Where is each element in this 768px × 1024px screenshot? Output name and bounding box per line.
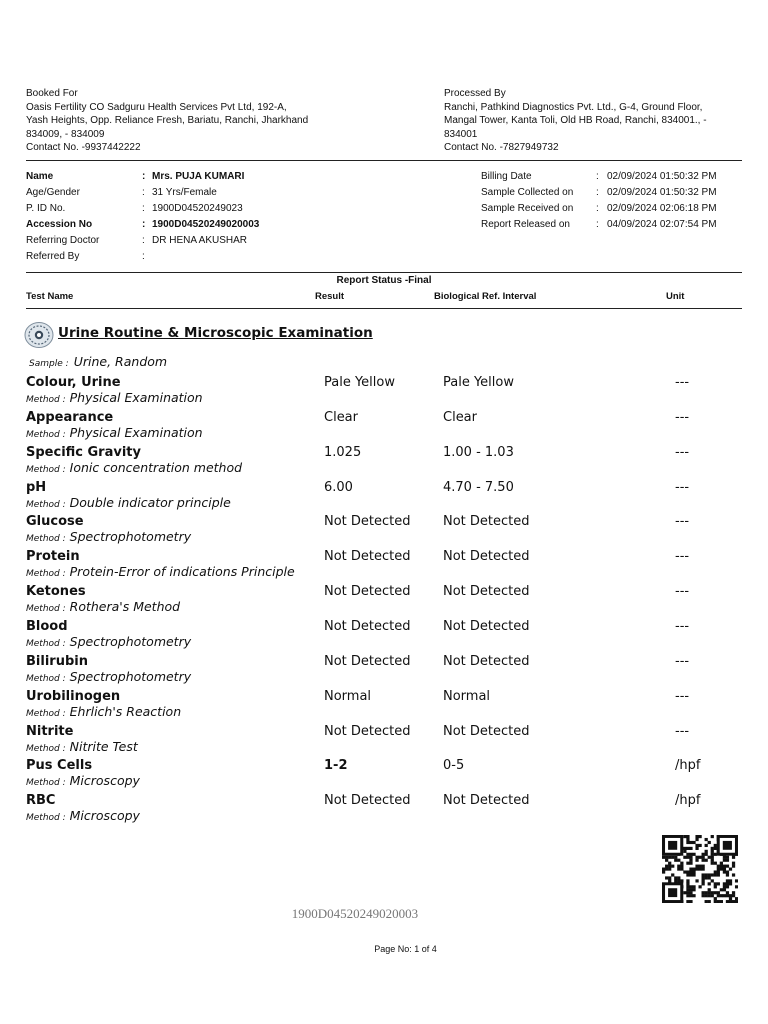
- test-unit: ---: [675, 618, 690, 634]
- test-method: [26, 529, 191, 544]
- test-unit: ---: [675, 375, 690, 390]
- table-header-divider: [26, 308, 742, 309]
- test-unit: /hpf: [675, 793, 701, 809]
- method-label: Method :: [26, 499, 66, 510]
- method-label: Method :: [26, 813, 66, 824]
- test-row: [26, 619, 742, 654]
- test-row: [26, 445, 742, 480]
- sample-value: Urine, Random: [73, 354, 168, 369]
- method-value: Protein-Error of indications Principle: [69, 564, 295, 580]
- patient-age-value: 31 Yrs/Female: [152, 187, 217, 198]
- test-row: [26, 549, 742, 584]
- test-method: [26, 425, 203, 440]
- test-method: [26, 669, 191, 684]
- method-value: Spectrophotometry: [69, 529, 192, 545]
- processed-by-line: Ranchi, Pathkind Diagnostics Pvt. Ltd., G-4, Ground Floor,: [444, 101, 703, 113]
- test-unit: ---: [675, 409, 690, 425]
- test-method: [26, 460, 242, 475]
- method-label: Method :: [26, 569, 66, 580]
- method-value: Ionic concentration method: [69, 459, 243, 475]
- test-unit: ---: [675, 549, 690, 565]
- test-row: [26, 480, 742, 515]
- test-result: Normal: [324, 688, 372, 704]
- method-value: Double indicator principle: [69, 494, 231, 510]
- barcode-number: 1900D04520249020003: [291, 906, 419, 921]
- method-value: Ehrlich's Reaction: [69, 703, 182, 719]
- test-name: Specific Gravity: [26, 444, 141, 460]
- test-row: [26, 689, 742, 724]
- column-ref-interval: Biological Ref. Interval: [434, 291, 537, 302]
- test-row: [26, 514, 742, 549]
- method-label: Method :: [26, 638, 66, 649]
- test-name: Blood: [26, 618, 68, 634]
- test-unit: ---: [675, 688, 690, 704]
- test-ref-interval: 4.70 - 7.50: [443, 479, 514, 495]
- test-method: [26, 390, 203, 405]
- test-name: Glucose: [26, 514, 84, 530]
- patient-field-label: P. ID No.: [26, 203, 66, 214]
- booked-for-contact: Contact No. -9937442222: [26, 142, 141, 153]
- test-result: Not Detected: [324, 514, 411, 530]
- test-ref-interval: Pale Yellow: [443, 375, 514, 390]
- column-test-name: Test Name: [26, 291, 74, 302]
- test-row: [26, 375, 742, 410]
- test-name: Nitrite: [26, 723, 74, 739]
- method-value: Spectrophotometry: [69, 633, 192, 649]
- qr-code-icon: [662, 835, 738, 903]
- test-result: Pale Yellow: [324, 375, 395, 390]
- sample-info: [29, 351, 167, 370]
- patient-field-label: Accession No: [26, 219, 93, 230]
- method-label: Method :: [26, 778, 66, 789]
- processed-by-heading: Processed By: [444, 88, 506, 99]
- test-result: Not Detected: [324, 618, 411, 634]
- test-row: [26, 793, 742, 828]
- test-result: Not Detected: [324, 793, 411, 809]
- section-title: Urine Routine & Microscopic Examination: [58, 325, 373, 341]
- test-ref-interval: Not Detected: [443, 584, 530, 600]
- test-method: [26, 599, 180, 614]
- test-name: Appearance: [26, 409, 114, 425]
- patient-field-label: Name: [26, 171, 54, 182]
- test-result: Clear: [324, 409, 358, 425]
- method-label: Method :: [26, 395, 66, 405]
- method-value: Nitrite Test: [69, 738, 138, 754]
- test-name: Pus Cells: [26, 758, 93, 774]
- test-ref-interval: Normal: [443, 688, 491, 704]
- booked-for-heading: Booked For: [26, 88, 78, 99]
- patient-name-value: Mrs. PUJA KUMARI: [152, 171, 245, 182]
- test-method: [26, 564, 295, 579]
- test-row: [26, 758, 742, 793]
- booked-for-line: Oasis Fertility CO Sadguru Health Services Pvt Ltd, 192-A,: [26, 101, 287, 113]
- method-label: Method :: [26, 743, 66, 754]
- page-number: Page No: 1 of 4: [374, 944, 437, 954]
- test-name: Urobilinogen: [26, 688, 121, 704]
- processed-by-contact: Contact No. -7827949732: [444, 142, 559, 153]
- test-unit: ---: [675, 514, 690, 530]
- test-method: [26, 634, 191, 649]
- patient-id-value: 1900D04520249023: [152, 203, 243, 214]
- test-ref-interval: Clear: [443, 409, 477, 425]
- booked-for-line: Yash Heights, Opp. Reliance Fresh, Bariatu, Ranchi, Jharkhand: [26, 115, 309, 126]
- method-value: Microscopy: [69, 773, 140, 789]
- method-label: Method :: [26, 708, 66, 719]
- test-result: Not Detected: [324, 584, 411, 600]
- header-divider: [26, 160, 742, 161]
- processed-by-line: Mangal Tower, Kanta Toli, Old HB Road, Ranchi, 834001., -: [444, 115, 707, 126]
- test-ref-interval: 0-5: [443, 758, 465, 774]
- test-ref-interval: Not Detected: [443, 618, 530, 634]
- test-method: [26, 704, 181, 719]
- method-value: Rothera's Method: [69, 599, 181, 615]
- test-name: Colour, Urine: [26, 375, 121, 390]
- test-unit: ---: [675, 653, 690, 669]
- test-row: [26, 654, 742, 689]
- column-unit: Unit: [666, 291, 685, 302]
- test-ref-interval: Not Detected: [443, 514, 530, 530]
- test-unit: ---: [675, 723, 690, 739]
- test-result: Not Detected: [324, 653, 411, 669]
- referring-doctor-value: DR HENA AKUSHAR: [152, 235, 248, 246]
- booked-for-line: 834009, - 834009: [26, 128, 105, 140]
- test-method: [26, 739, 138, 754]
- test-name: pH: [26, 479, 47, 495]
- method-value: Physical Examination: [69, 424, 203, 440]
- method-label: Method :: [26, 429, 66, 440]
- test-method: [26, 808, 140, 823]
- method-label: Method :: [26, 464, 66, 475]
- test-unit: ---: [675, 584, 690, 600]
- test-ref-interval: 1.00 - 1.03: [443, 444, 514, 460]
- report-dates: Billing Date : 02/09/2024 01:50:32 PM Sample Collected on : 02/09/2024 01:50:32 PM Sample Received on : 02/09/2024 02:06:18 PM Report Released on : 04/09/2024 02:07:54 PM: [481, 171, 717, 230]
- test-ref-interval: Not Detected: [443, 723, 530, 739]
- test-name: RBC: [26, 793, 56, 809]
- method-label: Method :: [26, 534, 66, 545]
- processed-by-line: 834001: [444, 128, 478, 140]
- test-result: 1.025: [324, 444, 362, 460]
- test-ref-interval: Not Detected: [443, 549, 530, 565]
- patient-field-label: Age/Gender: [26, 187, 80, 198]
- method-value: Microscopy: [69, 808, 140, 824]
- test-name: Ketones: [26, 584, 86, 600]
- lab-emblem-icon: [24, 321, 54, 349]
- processed-by-block: [444, 87, 764, 155]
- booked-for-block: [26, 87, 346, 155]
- status-divider: [26, 272, 742, 273]
- test-ref-interval: Not Detected: [443, 793, 530, 809]
- test-result: Not Detected: [324, 549, 411, 565]
- test-unit: ---: [675, 444, 690, 460]
- test-name: Bilirubin: [26, 653, 88, 669]
- patient-details: Name : Mrs. PUJA KUMARI Age/Gender : 31 Yrs/Female P. ID No. : 1900D04520249023 Accession No : 1900D04520249020003 Referring Doctor : DR HENA AKUSHAR Referred By :: [26, 169, 426, 269]
- sample-label: Sample :: [29, 359, 69, 369]
- method-label: Method :: [26, 673, 66, 684]
- accession-value: 1900D04520249020003: [152, 219, 260, 230]
- test-unit: ---: [675, 479, 690, 495]
- test-unit: /hpf: [675, 758, 701, 774]
- test-result: Not Detected: [324, 723, 411, 739]
- column-result: Result: [315, 291, 345, 302]
- report-status: Report Status -Final: [336, 275, 432, 286]
- patient-field-label: Referring Doctor: [26, 235, 100, 246]
- test-row: [26, 584, 742, 619]
- test-ref-interval: Not Detected: [443, 653, 530, 669]
- test-result: 6.00: [324, 479, 353, 495]
- test-row: [26, 724, 742, 759]
- test-method: [26, 773, 140, 788]
- test-row: [26, 410, 742, 445]
- test-method: [26, 495, 231, 510]
- method-label: Method :: [26, 604, 66, 615]
- method-value: Spectrophotometry: [69, 668, 192, 684]
- patient-field-label: Referred By: [26, 251, 80, 262]
- method-value: Physical Examination: [69, 390, 203, 405]
- test-result: 1-2: [324, 758, 348, 774]
- test-name: Protein: [26, 549, 80, 565]
